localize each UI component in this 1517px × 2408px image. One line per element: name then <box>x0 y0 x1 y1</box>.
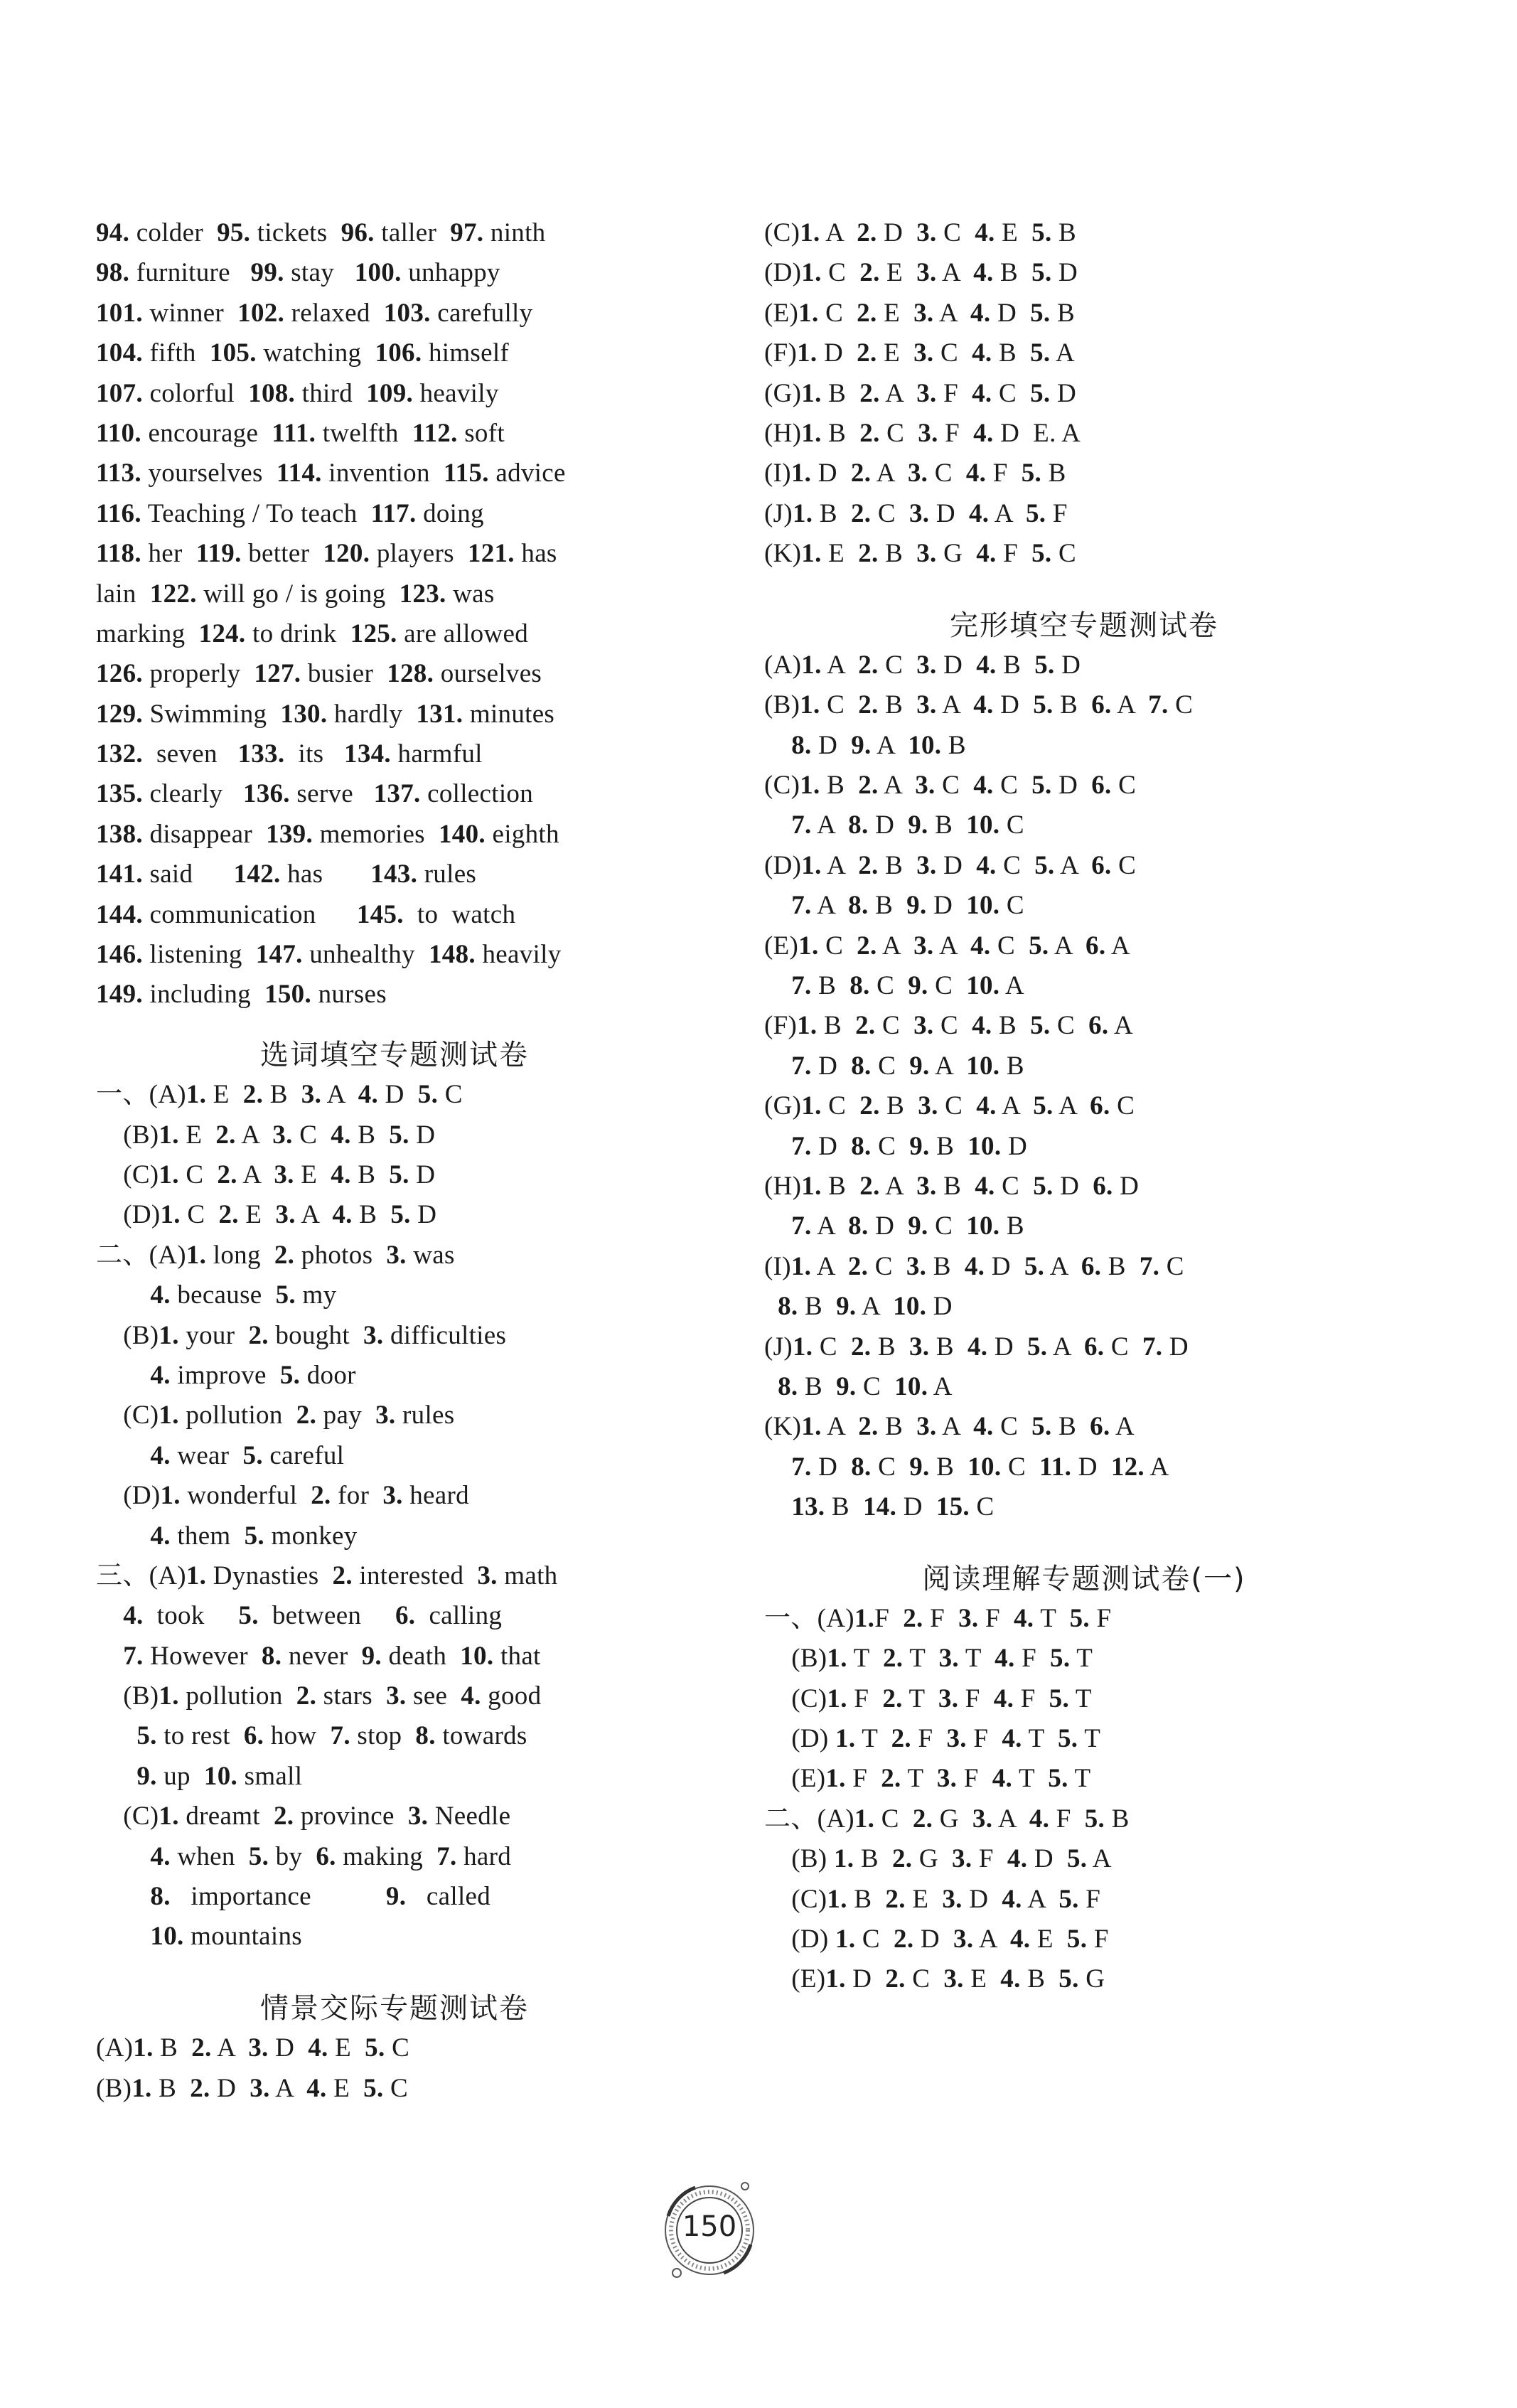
answer-line: (F)1. B 2. C 3. C 4. B 5. C 6. A <box>764 1011 1134 1041</box>
page-number-badge <box>653 2173 766 2287</box>
answer-line: 三、(A)1. Dynasties 2. interested 3. math <box>96 1561 558 1590</box>
answer-line: 7. D 8. C 9. B 10. C 11. D 12. A <box>791 1452 1169 1482</box>
answer-line: (J)1. C 2. B 3. B 4. D 5. A 6. C 7. D <box>764 1332 1189 1361</box>
answer-line: 104. fifth 105. watching 106. himself <box>96 338 510 368</box>
section-title-cloze: 完形填空专题测试卷 <box>950 609 1218 642</box>
answer-line: (D)1. C 2. E 3. A 4. B 5. D <box>96 1200 437 1230</box>
answer-line: 7. A 8. D 9. C 10. B <box>791 1211 1024 1241</box>
answer-line: 107. colorful 108. third 109. heavily <box>96 378 499 408</box>
answer-line: (C)1. B 2. A 3. C 4. C 5. D 6. C <box>764 771 1137 801</box>
answer-line: 7. A 8. B 9. D 10. C <box>791 891 1024 921</box>
answer-line: (C)1. F 2. T 3. F 4. F 5. T <box>764 1684 1092 1713</box>
answer-line: (H)1. B 2. A 3. B 4. C 5. D 6. D <box>764 1171 1140 1201</box>
answer-line: 116. Teaching / To teach 117. doing <box>96 498 484 528</box>
answer-line: 8. importance 9. called <box>150 1882 491 1912</box>
answer-line: (B)1. E 2. A 3. C 4. B 5. D <box>96 1120 436 1150</box>
answer-line: 8. D 9. A 10. B <box>791 730 966 760</box>
answer-line: 141. said 142. has 143. rules <box>96 860 477 889</box>
answer-line: (D)1. wonderful 2. for 3. heard <box>96 1481 469 1511</box>
answer-line: (E)1. D 2. C 3. E 4. B 5. G <box>764 1964 1105 1994</box>
answer-line: 4. because 5. my <box>150 1280 337 1310</box>
answer-line: 10. mountains <box>150 1922 302 1952</box>
answer-line: (D) 1. T 2. F 3. F 4. T 5. T <box>764 1724 1101 1754</box>
answer-line: 94. colder 95. tickets 96. taller 97. ninth <box>96 218 546 247</box>
answer-line: 98. furniture 99. stay 100. unhappy <box>96 258 500 288</box>
answer-line: 144. communication 145. to watch <box>96 899 516 929</box>
answer-line: (A)1. B 2. A 3. D 4. E 5. C <box>96 2033 410 2063</box>
answers-vocab <box>96 1075 693 1957</box>
answer-line: 一、(A)1. E 2. B 3. A 4. D 5. C <box>96 1080 463 1110</box>
answer-line: (C)1. B 2. E 3. D 4. A 5. F <box>764 1884 1101 1914</box>
answer-line: (D)1. A 2. B 3. D 4. C 5. A 6. C <box>764 850 1137 880</box>
answer-line: (K)1. E 2. B 3. G 4. F 5. C <box>764 539 1076 569</box>
answers-continued-left <box>96 213 693 1015</box>
answer-line: (B)1. C 2. B 3. A 4. D 5. B 6. A 7. C <box>764 690 1194 720</box>
answer-line: (E)1. C 2. A 3. A 4. C 5. A 6. A <box>764 931 1130 960</box>
answer-line: 149. including 150. nurses <box>96 980 387 1010</box>
answer-line: 101. winner 102. relaxed 103. carefully <box>96 298 533 328</box>
answer-line: 7. A 8. D 9. B 10. C <box>791 810 1024 840</box>
answer-line: 110. encourage 111. twelfth 112. soft <box>96 418 505 448</box>
answer-line: (B) 1. B 2. G 3. F 4. D 5. A <box>764 1844 1112 1874</box>
answer-line: 7. D 8. C 9. B 10. D <box>791 1131 1027 1161</box>
answer-line: 13. B 14. D 15. C <box>791 1492 995 1522</box>
answer-line: (D) 1. C 2. D 3. A 4. E 5. F <box>764 1925 1109 1954</box>
answer-line: 132. seven 133. its 134. harmful <box>96 739 483 769</box>
answer-line: 二、(A)1. C 2. G 3. A 4. F 5. B <box>764 1804 1130 1834</box>
answer-line: marking 124. to drink 125. are allowed <box>96 619 528 648</box>
answer-line: (H)1. B 2. C 3. F 4. D E. A <box>764 418 1081 448</box>
answer-line: 7. However 8. never 9. death 10. that <box>123 1641 541 1671</box>
answers-situation <box>96 2028 693 2109</box>
answer-line: 4. improve 5. door <box>150 1360 356 1390</box>
answer-line: 8. B 9. A 10. D <box>778 1292 953 1322</box>
answer-line: 113. yourselves 114. invention 115. advice <box>96 459 566 488</box>
section-title-situation: 情景交际专题测试卷 <box>260 1991 529 2025</box>
answer-line: (A)1. A 2. C 3. D 4. B 5. D <box>764 650 1081 680</box>
answer-line: 4. when 5. by 6. making 7. hard <box>150 1841 512 1871</box>
answer-line: 129. Swimming 130. hardly 131. minutes <box>96 699 555 729</box>
answer-line: 二、(A)1. long 2. photos 3. was <box>96 1240 455 1270</box>
answer-line: (E)1. F 2. T 3. F 4. T 5. T <box>764 1764 1091 1794</box>
section-title-vocab: 选词填空专题测试卷 <box>260 1038 529 1071</box>
answer-line: (B)1. your 2. bought 3. difficulties <box>96 1320 507 1350</box>
answer-line: 135. clearly 136. serve 137. collection <box>96 779 534 809</box>
answer-line: (D)1. C 2. E 3. A 4. B 5. D <box>764 258 1078 288</box>
answer-line: 4. took 5. between 6. calling <box>123 1601 503 1631</box>
answer-line: 4. them 5. monkey <box>150 1521 358 1551</box>
answer-line: 138. disappear 139. memories 140. eighth <box>96 819 559 849</box>
right-column <box>764 213 1404 2000</box>
answer-line: (B)1. B 2. D 3. A 4. E 5. C <box>96 2073 409 2103</box>
answer-line: (J)1. B 2. C 3. D 4. A 5. F <box>764 498 1068 528</box>
answer-line: 4. wear 5. careful <box>150 1440 345 1470</box>
answers-continued-right <box>764 213 1404 574</box>
answer-line: (E)1. C 2. E 3. A 4. D 5. B <box>764 298 1075 328</box>
answer-line: (C)1. C 2. A 3. E 4. B 5. D <box>96 1160 436 1189</box>
answer-line: 9. up 10. small <box>136 1761 303 1791</box>
answer-line: 8. B 9. C 10. A <box>778 1371 953 1401</box>
answer-line: (C)1. pollution 2. pay 3. rules <box>96 1401 455 1430</box>
answers-cloze <box>764 646 1404 1528</box>
answer-line: 一、(A)1.F 2. F 3. F 4. T 5. F <box>764 1603 1112 1633</box>
page-number: 150 <box>682 2210 737 2243</box>
answer-line: (I)1. D 2. A 3. C 4. F 5. B <box>764 459 1066 488</box>
answer-line: 146. listening 147. unhealthy 148. heavily <box>96 940 562 970</box>
answer-line: 7. D 8. C 9. A 10. B <box>791 1051 1024 1081</box>
answer-line: (B)1. pollution 2. stars 3. see 4. good <box>96 1681 542 1711</box>
answer-line: 126. properly 127. busier 128. ourselves <box>96 659 542 689</box>
answer-line: (K)1. A 2. B 3. A 4. C 5. B 6. A <box>764 1412 1135 1442</box>
answer-line: (G)1. B 2. A 3. F 4. C 5. D <box>764 378 1077 408</box>
answer-line: (B)1. T 2. T 3. T 4. F 5. T <box>764 1644 1093 1674</box>
answer-line: 118. her 119. better 120. players 121. has <box>96 539 557 569</box>
answers-reading <box>764 1599 1404 2000</box>
answer-line: (C)1. dreamt 2. province 3. Needle <box>96 1802 511 1831</box>
answer-line: (G)1. C 2. B 3. C 4. A 5. A 6. C <box>764 1091 1135 1121</box>
answer-line: 7. B 8. C 9. C 10. A <box>791 971 1024 1001</box>
answer-line: lain 122. will go / is going 123. was <box>96 579 495 609</box>
left-column <box>96 213 693 2109</box>
section-title-reading: 阅读理解专题测试卷(一) <box>922 1562 1246 1595</box>
answer-line: 5. to rest 6. how 7. stop 8. towards <box>136 1721 527 1751</box>
answer-line: (C)1. A 2. D 3. C 4. E 5. B <box>764 218 1077 247</box>
answer-line: (F)1. D 2. E 3. C 4. B 5. A <box>764 338 1075 368</box>
answer-line: (I)1. A 2. C 3. B 4. D 5. A 6. B 7. C <box>764 1251 1184 1281</box>
